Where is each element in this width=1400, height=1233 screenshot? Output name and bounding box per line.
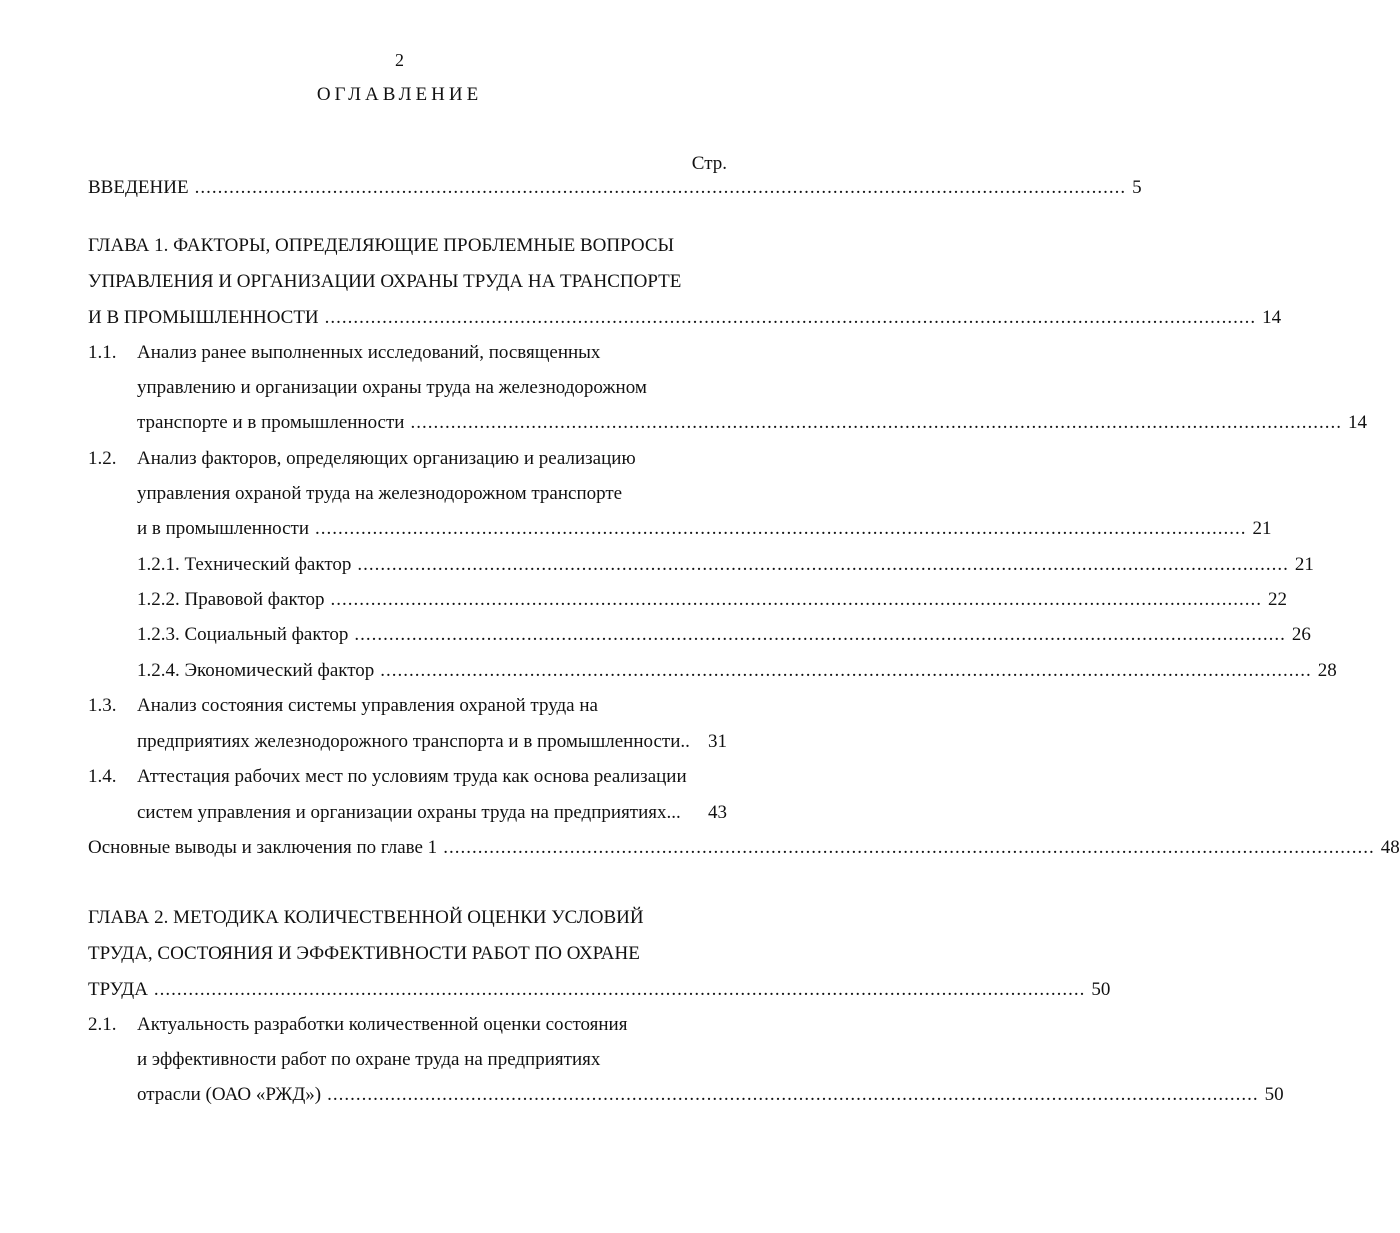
toc-entry-page: 14 xyxy=(1262,307,1282,328)
toc-entry-text: и в промышленности xyxy=(137,518,309,539)
toc-entry-page: 48 xyxy=(1380,837,1400,858)
leader-dots: .................................................................................................................................................................. xyxy=(324,307,1257,328)
leader-dots: .................................................................................................................................................................. xyxy=(357,554,1289,575)
leader-dots: .................................................................................................................................................................. xyxy=(327,1084,1259,1105)
toc-entry-page: 21 xyxy=(1294,554,1314,575)
section-number: 2.1. xyxy=(88,1014,117,1035)
toc-entry-1-2[interactable] xyxy=(137,517,1272,541)
toc-entry-1-4[interactable] xyxy=(137,801,727,825)
toc-entry-page: 5 xyxy=(1132,177,1142,198)
toc-entry-1-2-3[interactable] xyxy=(137,623,1311,647)
leader-dots: .................................................................................................................................................................. xyxy=(330,589,1263,610)
toc-entry-text: 1.2.1. Технический фактор xyxy=(137,554,352,575)
section-1-1-line1: Анализ ранее выполненных исследований, посвященных xyxy=(137,342,601,363)
toc-entry-text: транспорте и в промышленности xyxy=(137,412,405,433)
toc-entry-chapter2[interactable] xyxy=(88,978,1111,1002)
toc-entry-page: 14 xyxy=(1347,412,1367,433)
toc-entry-1-2-4[interactable] xyxy=(137,659,1337,683)
toc-entry-text: предприятиях железнодорожного транспорта и в промышленности.. xyxy=(137,731,690,752)
toc-entry-text: систем управления и организации охраны труда на предприятиях... xyxy=(137,802,681,823)
section-number: 1.4. xyxy=(88,766,117,787)
page-column-label: Стр. xyxy=(691,153,727,174)
leader-dots: .................................................................................................................................................................. xyxy=(354,624,1286,645)
leader-dots: .................................................................................................................................................................. xyxy=(410,412,1342,433)
toc-entry-page: 26 xyxy=(1291,624,1311,645)
chapter1-title-line2: УПРАВЛЕНИЯ И ОРГАНИЗАЦИИ ОХРАНЫ ТРУДА НА ТРАНСПОРТЕ xyxy=(88,271,682,292)
section-1-2-line2: управления охраной труда на железнодорожном транспорте xyxy=(137,483,623,504)
section-1-4-line1: Аттестация рабочих мест по условиям труда как основа реализации xyxy=(137,766,687,787)
page-number: 2 xyxy=(395,50,404,70)
toc-entry-text: отрасли (ОАО «РЖД») xyxy=(137,1084,322,1105)
section-1-1-line2: управлению и организации охраны труда на железнодорожном xyxy=(137,377,647,398)
toc-entry-page: 50 xyxy=(1091,979,1111,1000)
section-number: 1.1. xyxy=(88,342,117,363)
toc-entry-1-2-2[interactable] xyxy=(137,588,1288,612)
section-2-1-line2: и эффективности работ по охране труда на предприятиях xyxy=(137,1049,601,1070)
toc-entry-text: 1.2.3. Социальный фактор xyxy=(137,624,349,645)
toc-entry-text: 1.2.2. Правовой фактор xyxy=(137,589,325,610)
leader-dots: .................................................................................................................................................................. xyxy=(443,837,1375,858)
toc-entry-2-1[interactable] xyxy=(137,1083,1284,1107)
leader-dots: .................................................................................................................................................................. xyxy=(315,518,1247,539)
toc-entry-page: 21 xyxy=(1252,518,1272,539)
toc-entry-text: ТРУДА xyxy=(88,979,148,1000)
section-1-2-line1: Анализ факторов, определяющих организацию и реализацию xyxy=(137,448,636,469)
toc-entry-chapter1[interactable] xyxy=(88,306,1282,330)
toc-entry-page: 43 xyxy=(708,802,727,823)
toc-entry-1-3[interactable] xyxy=(137,730,727,754)
leader-dots: .................................................................................................................................................................. xyxy=(380,660,1312,681)
leader-dots: .................................................................................................................................................................. xyxy=(153,979,1086,1000)
page-title: ОГЛАВЛЕНИЕ xyxy=(316,84,483,105)
section-number: 1.2. xyxy=(88,448,117,469)
leader-dots: .................................................................................................................................................................. xyxy=(194,177,1127,198)
toc-entry-text: Основные выводы и заключения по главе 1 xyxy=(88,837,438,858)
section-1-3-line1: Анализ состояния системы управления охраной труда на xyxy=(137,695,598,716)
chapter1-title-line1: ГЛАВА 1. ФАКТОРЫ, ОПРЕДЕЛЯЮЩИЕ ПРОБЛЕМНЫЕ ВОПРОСЫ xyxy=(88,235,675,256)
toc-entry-1-2-1[interactable] xyxy=(137,553,1314,577)
toc-entry-conclusions-1[interactable] xyxy=(88,836,1400,860)
chapter2-title-line2: ТРУДА, СОСТОЯНИЯ И ЭФФЕКТИВНОСТИ РАБОТ ПО ОХРАНЕ xyxy=(88,943,640,964)
chapter2-title-line1: ГЛАВА 2. МЕТОДИКА КОЛИЧЕСТВЕННОЙ ОЦЕНКИ УСЛОВИЙ xyxy=(88,907,644,928)
toc-entry-page: 22 xyxy=(1268,589,1288,610)
toc-entry-1-1[interactable] xyxy=(137,411,1367,435)
toc-entry-intro[interactable] xyxy=(88,176,1142,200)
toc-entry-page: 50 xyxy=(1264,1084,1284,1105)
section-number: 1.3. xyxy=(88,695,117,716)
toc-entry-page: 31 xyxy=(708,731,727,752)
toc-entry-page: 28 xyxy=(1317,660,1337,681)
section-2-1-line1: Актуальность разработки количественной оценки состояния xyxy=(137,1014,628,1035)
toc-entry-text: И В ПРОМЫШЛЕННОСТИ xyxy=(88,307,319,328)
toc-entry-text: 1.2.4. Экономический фактор xyxy=(137,660,375,681)
toc-entry-text: ВВЕДЕНИЕ xyxy=(88,177,189,198)
